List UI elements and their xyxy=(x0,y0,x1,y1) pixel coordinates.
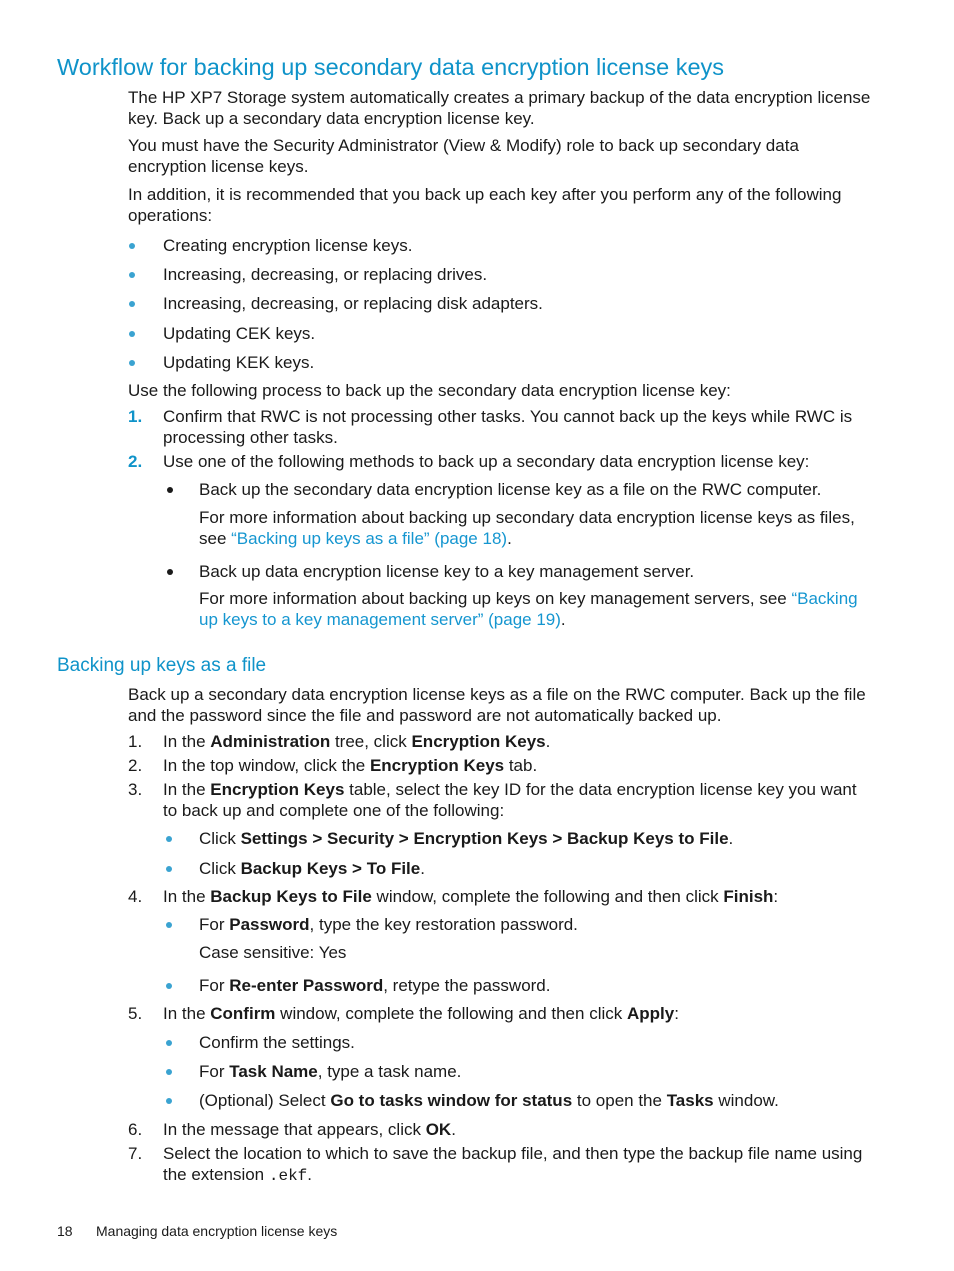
link-backing-up-keys-as-file[interactable]: “Backing up keys as a file” (page 18) xyxy=(231,529,508,548)
intro-paragraph-3: In addition, it is recommended that you back up each key after you perform any of the following operations: xyxy=(128,185,842,225)
step-3-option-2: Click Backup Keys > To File. xyxy=(199,859,425,878)
method-2: Back up data encryption license key to a key management server. xyxy=(199,562,695,581)
page-heading: Workflow for backing up secondary data encryption license keys xyxy=(57,54,725,80)
step-7: Select the location to which to save the backup file, and then type the backup file name using the extension .ekf. xyxy=(163,1144,863,1185)
page-number: 18 xyxy=(57,1223,73,1239)
bullet-icon xyxy=(129,301,135,307)
bullet-icon xyxy=(166,836,172,842)
bullet-icon xyxy=(129,360,135,366)
section-subheading: Backing up keys as a file xyxy=(57,655,267,676)
list-item: Increasing, decreasing, or replacing disk adapters. xyxy=(163,294,543,313)
method-1: Back up the secondary data encryption license key as a file on the RWC computer. xyxy=(199,480,822,499)
step-4: In the Backup Keys to File window, complete the following and then click Finish: xyxy=(163,887,779,906)
step-1: In the Administration tree, click Encryption Keys. xyxy=(163,732,551,751)
step-number: 2. xyxy=(128,756,143,775)
bullet-icon xyxy=(167,569,173,575)
bullet-icon xyxy=(166,1098,172,1104)
step-number: 6. xyxy=(128,1120,143,1139)
bullet-icon xyxy=(166,1069,172,1075)
method-2-more-info: For more information about backing up keys on key management servers, see “Backing up keys to a key management server” (page 19). xyxy=(199,589,858,629)
step-number: 1. xyxy=(128,732,143,751)
step-number: 3. xyxy=(128,780,143,799)
process-intro: Use the following process to back up the secondary data encryption license key: xyxy=(128,381,731,400)
step-number: 7. xyxy=(128,1144,143,1163)
bullet-icon xyxy=(166,922,172,928)
list-item: Increasing, decreasing, or replacing drives. xyxy=(163,265,488,284)
bullet-icon xyxy=(129,331,135,337)
link-backing-up-keys-to-kms[interactable]: “Backing up keys to a key management server” (page 19) xyxy=(199,589,858,629)
step-number: 4. xyxy=(128,887,143,906)
bullet-icon xyxy=(129,272,135,278)
bullet-icon xyxy=(166,983,172,989)
step-2: In the top window, click the Encryption Keys tab. xyxy=(163,756,538,775)
file-intro: Back up a secondary data encryption license keys as a file on the RWC computer. Back up the file and the password since the file and password are not automatically backed up. xyxy=(128,685,866,725)
step-number: 1. xyxy=(128,407,143,426)
step-3-option-1: Click Settings > Security > Encryption Keys > Backup Keys to File. xyxy=(199,829,734,848)
file-extension: .ekf xyxy=(268,1167,308,1185)
intro-paragraph-1: The HP XP7 Storage system automatically creates a primary backup of the data encryption license key. Back up a secondary data encryption license key. xyxy=(128,88,871,128)
bullet-icon xyxy=(166,866,172,872)
step-number: 2. xyxy=(128,452,143,471)
list-item: Creating encryption license keys. xyxy=(163,236,413,255)
intro-paragraph-2: You must have the Security Administrator (View & Modify) role to back up secondary data encryption license keys. xyxy=(128,136,799,176)
footer-section-title: Managing data encryption license keys xyxy=(96,1223,338,1239)
step-4-option-2: For Re-enter Password, retype the password. xyxy=(199,976,551,995)
step-5-option-1: Confirm the settings. xyxy=(199,1033,355,1052)
step-6: In the message that appears, click OK. xyxy=(163,1120,456,1139)
method-1-more-info: For more information about backing up secondary data encryption license keys as files, see “Backing up keys as a file” (page 18). xyxy=(199,508,855,548)
step-number: 5. xyxy=(128,1004,143,1023)
step-5-option-2: For Task Name, type a task name. xyxy=(199,1062,462,1081)
case-sensitive-note: Case sensitive: Yes xyxy=(199,943,347,962)
step-5: In the Confirm window, complete the following and then click Apply: xyxy=(163,1004,679,1023)
list-item: Updating CEK keys. xyxy=(163,324,316,343)
step-4-option-1: For Password, type the key restoration password. xyxy=(199,915,578,934)
bullet-icon xyxy=(167,487,173,493)
process-step-1: Confirm that RWC is not processing other tasks. You cannot back up the keys while RWC is processing other tasks. xyxy=(163,407,853,447)
process-step-2: Use one of the following methods to back up a secondary data encryption license key: xyxy=(163,452,810,471)
list-item: Updating KEK keys. xyxy=(163,353,315,372)
bullet-icon xyxy=(129,243,135,249)
step-5-option-3: (Optional) Select Go to tasks window for status to open the Tasks window. xyxy=(199,1091,779,1110)
step-3: In the Encryption Keys table, select the key ID for the data encryption license key you want to back up and complete one of the following: xyxy=(163,780,857,820)
bullet-icon xyxy=(166,1040,172,1046)
